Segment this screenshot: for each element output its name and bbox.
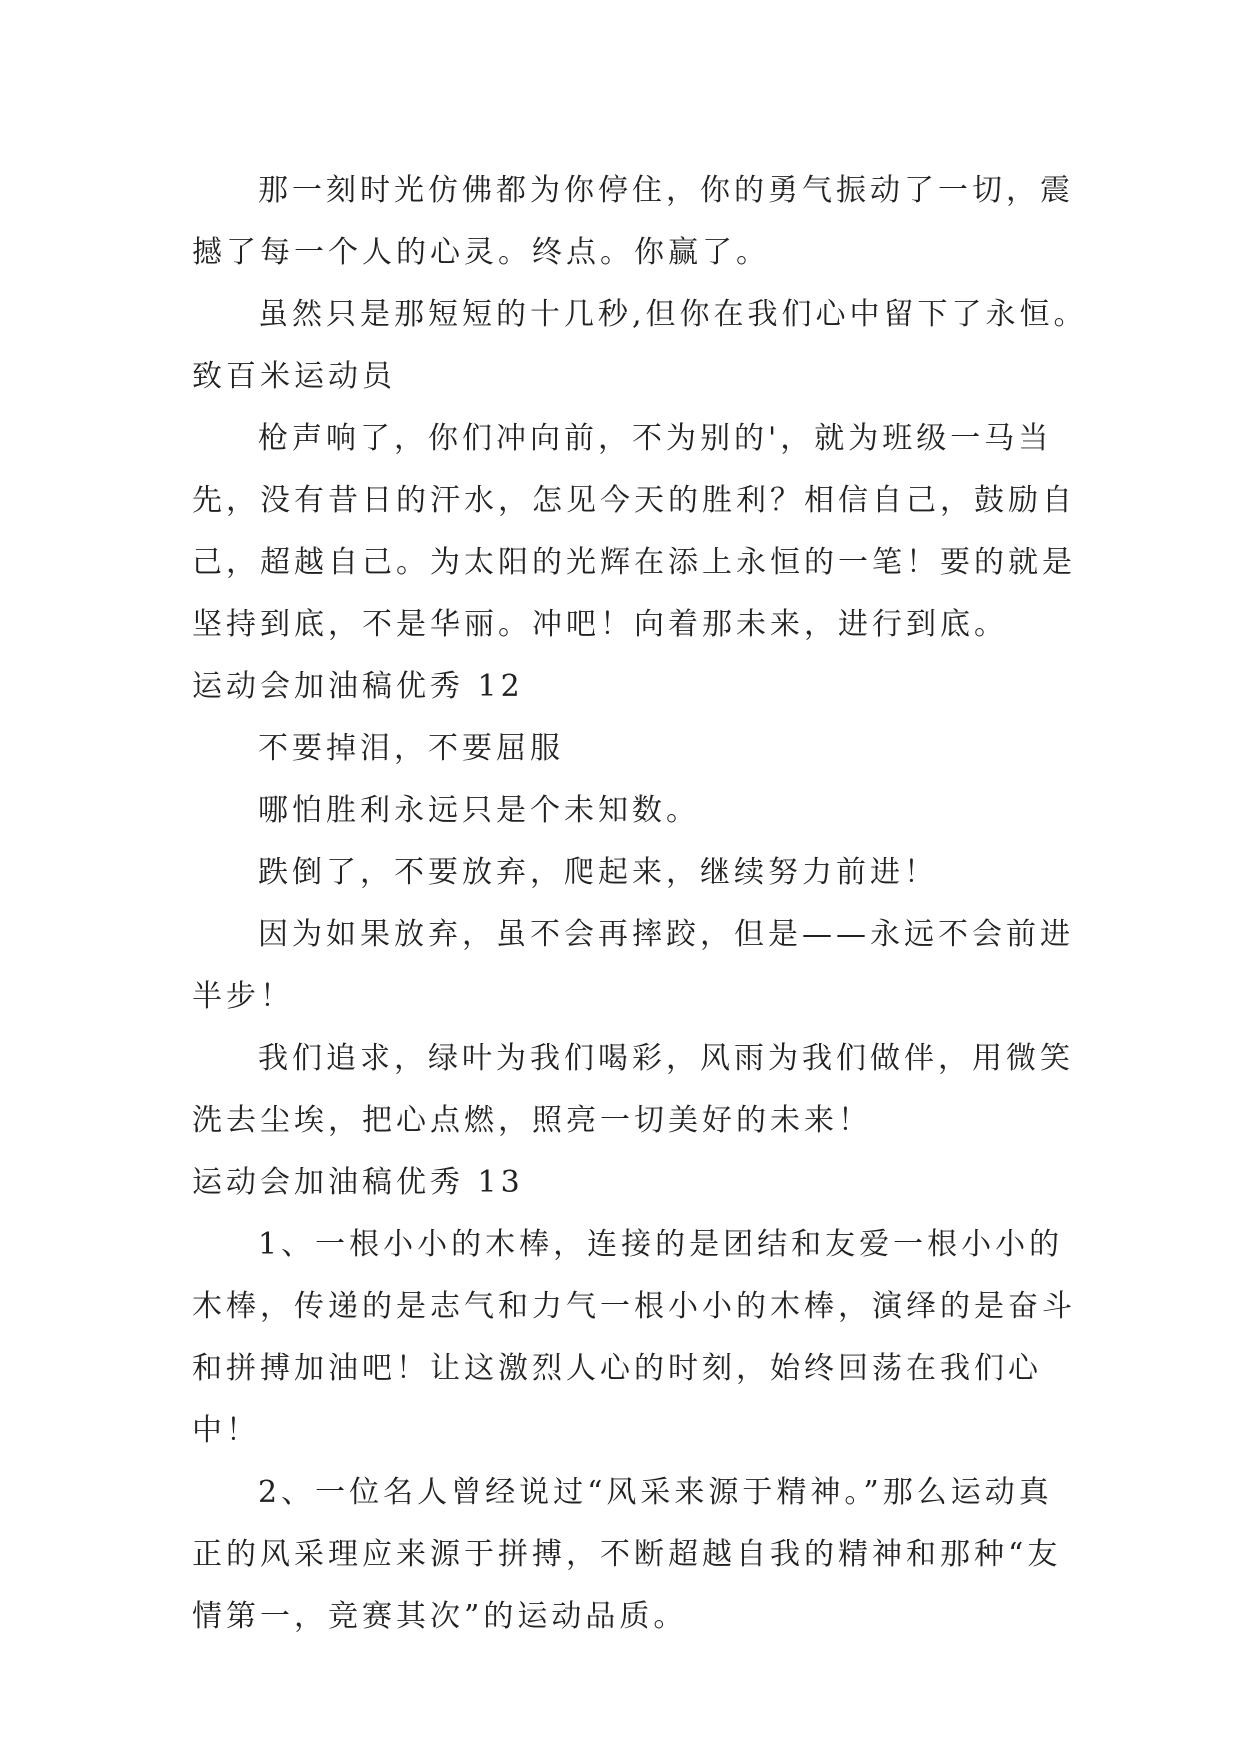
paragraph-line: 虽然只是那短短的十几秒,但你在我们心中留下了永恒。 (258, 297, 1088, 332)
paragraph-line: 半步！ (192, 979, 294, 1014)
paragraph-line: 因为如果放弃，虽不会再摔跤，但是——永远不会前进 (258, 917, 1074, 952)
paragraph-line: 情第一，竞赛其次”的运动品质。 (192, 1599, 688, 1634)
paragraph-line: 跌倒了，不要放弃，爬起来，继续努力前进！ (258, 855, 938, 890)
paragraph-line: 正的风采理应来源于拼搏，不断超越自我的精神和那种“友 (192, 1537, 1062, 1572)
section-heading: 运动会加油稿优秀 12 (192, 669, 524, 704)
paragraph-line: 不要掉泪，不要屈服 (258, 731, 564, 766)
paragraph-line: 坚持到底，不是华丽。冲吧！向着那未来，进行到底。 (192, 607, 1008, 642)
section-heading: 致百米运动员 (192, 359, 396, 394)
paragraph-line: 中！ (192, 1413, 260, 1448)
paragraph-line: 和拼搏加油吧！让这激烈人心的时刻，始终回荡在我们心 (192, 1351, 1042, 1386)
paragraph-line: 那一刻时光仿佛都为你停住，你的勇气振动了一切，震 (258, 173, 1074, 208)
paragraph-line: 撼了每一个人的心灵。终点。你赢了。 (192, 235, 770, 270)
paragraph-line: 洗去尘埃，把心点燃，照亮一切美好的未来！ (192, 1103, 872, 1138)
document-body (192, 160, 1088, 1648)
paragraph-line: 我们追求，绿叶为我们喝彩，风雨为我们做伴，用微笑 (258, 1041, 1074, 1076)
paragraph-line: 枪声响了，你们冲向前，不为别的'，就为班级一马当 (258, 421, 1053, 456)
paragraph-line: 1、一根小小的木棒，连接的是团结和友爱一根小小的 (258, 1227, 1064, 1262)
paragraph-line: 先，没有昔日的汗水，怎见今天的胜利？相信自己，鼓励自 (192, 483, 1076, 518)
section-heading: 运动会加油稿优秀 13 (192, 1165, 524, 1200)
paragraph-line: 己，超越自己。为太阳的光辉在添上永恒的一笔！要的就是 (192, 545, 1076, 580)
paragraph-line: 2、一位名人曾经说过“风采来源于精神。”那么运动真 (258, 1475, 1053, 1510)
paragraph-line: 木棒，传递的是志气和力气一根小小的木棒，演绎的是奋斗 (192, 1289, 1076, 1324)
paragraph-line: 哪怕胜利永远只是个未知数。 (258, 793, 700, 828)
